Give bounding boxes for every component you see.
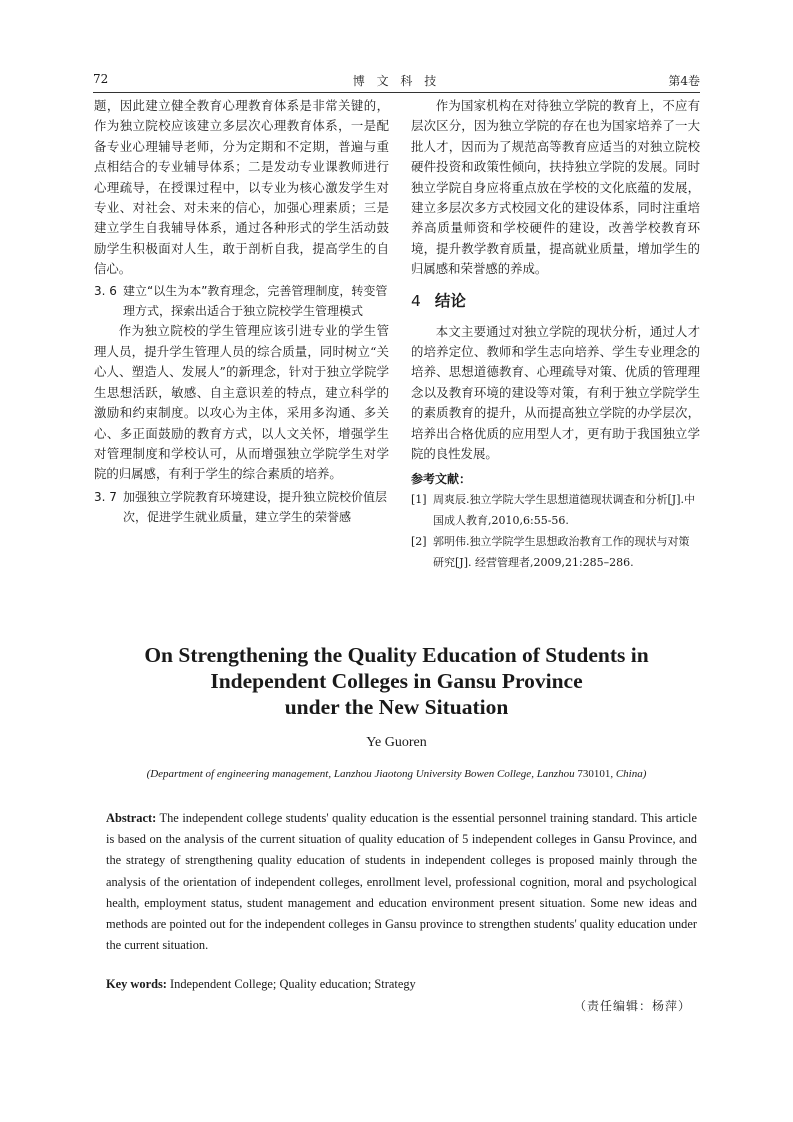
section-4-title: 结论 bbox=[434, 291, 466, 310]
section-4-heading bbox=[411, 290, 700, 312]
english-title bbox=[60, 642, 733, 720]
abstract-text: The independent college students' quality education is the essential personnel training standard. This article is based on the analysis of the current situation of quality education of 5 independent colleges in Gansu Province, and the strategy of strengthening quality education of students in independent colleges is proposed mainly through the analysis of the orientation of independent colleges, enrollment level, professional cognition, moral and psychological health, employment status, student management and education environment present situation. Some new ideas and methods are pointed out for the independent colleges in Gansu province to strengthen students' quality education under the current situation. bbox=[106, 811, 697, 953]
reference-item bbox=[411, 489, 700, 531]
responsible-editor: （责任编辑：杨萍） bbox=[573, 999, 691, 1013]
right-column bbox=[411, 96, 700, 573]
journal-name: 博 文 科 技 bbox=[352, 74, 441, 88]
reference-item bbox=[411, 531, 700, 573]
references-heading: 参考文献： bbox=[411, 471, 472, 486]
left-paragraph-1: 题，因此建立健全教育心理教育体系是非常关键的，作为独立院校应该建立多层次心理教育体系，一是配备专业心理辅导老师，分为定期和不定期，普遍与重点相结合的专业辅导体系；二是发动专业课教师进行心理疏导，在授课过程中，以专业为核心激发学生对专业、对社会、对未来的信心，加强心理素质；三是建立学生自我辅导体系，通过各种形式的学生活动鼓励学生积极面对人生，敢于剖析自我，提高学生的自信心。 bbox=[94, 98, 389, 277]
abstract-label: Abstract: bbox=[106, 811, 157, 825]
header-rule bbox=[93, 92, 700, 93]
english-title-line: under the New Situation bbox=[284, 695, 509, 719]
keywords-text: Independent College; Quality education; Strategy bbox=[170, 977, 416, 991]
section-3-7-title: 加强独立学院教育环境建设，提升独立院校价值层次，促进学生就业质量，建立学生的荣誉感 bbox=[123, 489, 388, 525]
section-3-7-number: 3. 7 bbox=[94, 489, 117, 504]
page-number: 72 bbox=[93, 72, 109, 86]
section-3-7-heading bbox=[94, 487, 389, 528]
keywords-label: Key words: bbox=[106, 977, 167, 991]
section-3-6-title: 建立“以生为本”教育理念，完善管理制度，转变管理方式，探索出适合于独立院校学生管理模式 bbox=[123, 283, 388, 319]
english-title-line: Independent Colleges in Gansu Province bbox=[210, 669, 583, 693]
reference-number: [1] bbox=[411, 492, 427, 506]
left-column bbox=[94, 96, 389, 528]
postal-code: 730101 bbox=[577, 768, 611, 780]
section-3-6-heading bbox=[94, 281, 389, 322]
abstract bbox=[106, 808, 697, 956]
volume-label: 第4卷 bbox=[668, 74, 700, 88]
affiliation-text: (Department of engineering management, Lanzhou Jiaotong University Bowen College, Lanzhou bbox=[146, 768, 578, 780]
author-name: Ye Guoren bbox=[366, 735, 427, 750]
left-paragraph-2: 作为独立院校的学生管理应该引进专业的学生管理人员，提升学生管理人员的综合质量，同时树立“关心人、塑造人、发展人”的新理念，针对于独立学院学生思想活跃，敏感、自主意识差的特点，建立科学的激励和约束制度。以攻心为主体，采用多沟通、多关心、多正面鼓励的教育方式，以人文关怀，增强学生对管理制度和学校认可，从而增强独立学院学生对学院的归属感，有利于学生的综合素质的培养。 bbox=[94, 323, 389, 482]
english-title-line: On Strengthening the Quality Education of Students in bbox=[144, 643, 649, 667]
running-header bbox=[93, 72, 700, 90]
affiliation: (Department of engineering management, Lanzhou Jiaotong University Bowen College, Lanzhou 730101, China) bbox=[146, 768, 647, 780]
reference-text: 郭明伟.独立学院学生思想政治教育工作的现状与对策研究[J]. 经营管理者,2009,21:285–286. bbox=[433, 534, 690, 569]
right-paragraph-1: 作为国家机构在对待独立学院的教育上，不应有层次区分，因为独立学院的存在也为国家培养了一大批人才，因而为了规范高等教育应适当的对独立院校硬件投资和政策性倾向，扶持独立学院的发展。同时独立学院自身应将重点放在学校的文化底蕴的发展，建立多层次多方式校园文化的建设体系，同时注重培养高质量师资和学校硬件的建设，改善学校教育环境，提升教学教育质量，提高就业质量，增加学生的归属感和荣誉感的养成。 bbox=[411, 98, 700, 277]
affiliation-country: China bbox=[615, 768, 643, 780]
reference-text: 周爽辰.独立学院大学生思想道德现状调查和分析[J].中国成人教育,2010,6:55-56. bbox=[433, 492, 695, 527]
section-3-6-number: 3. 6 bbox=[94, 283, 117, 298]
section-4-number: 4 bbox=[411, 291, 421, 310]
reference-number: [2] bbox=[411, 534, 427, 548]
keywords bbox=[106, 977, 416, 992]
conclusion-paragraph: 本文主要通过对独立学院的现状分析，通过人才的培养定位、教师和学生志向培养、学生专业理念的培养、思想道德教育、心理疏导对策、优质的管理理念以及教育环境的建设等对策，有利于独立学院学生的素质教育的提升，从而提高独立学院的办学层次，培养出合格优质的应用型人才，更有助于我国独立学院的良性发展。 bbox=[411, 323, 700, 462]
